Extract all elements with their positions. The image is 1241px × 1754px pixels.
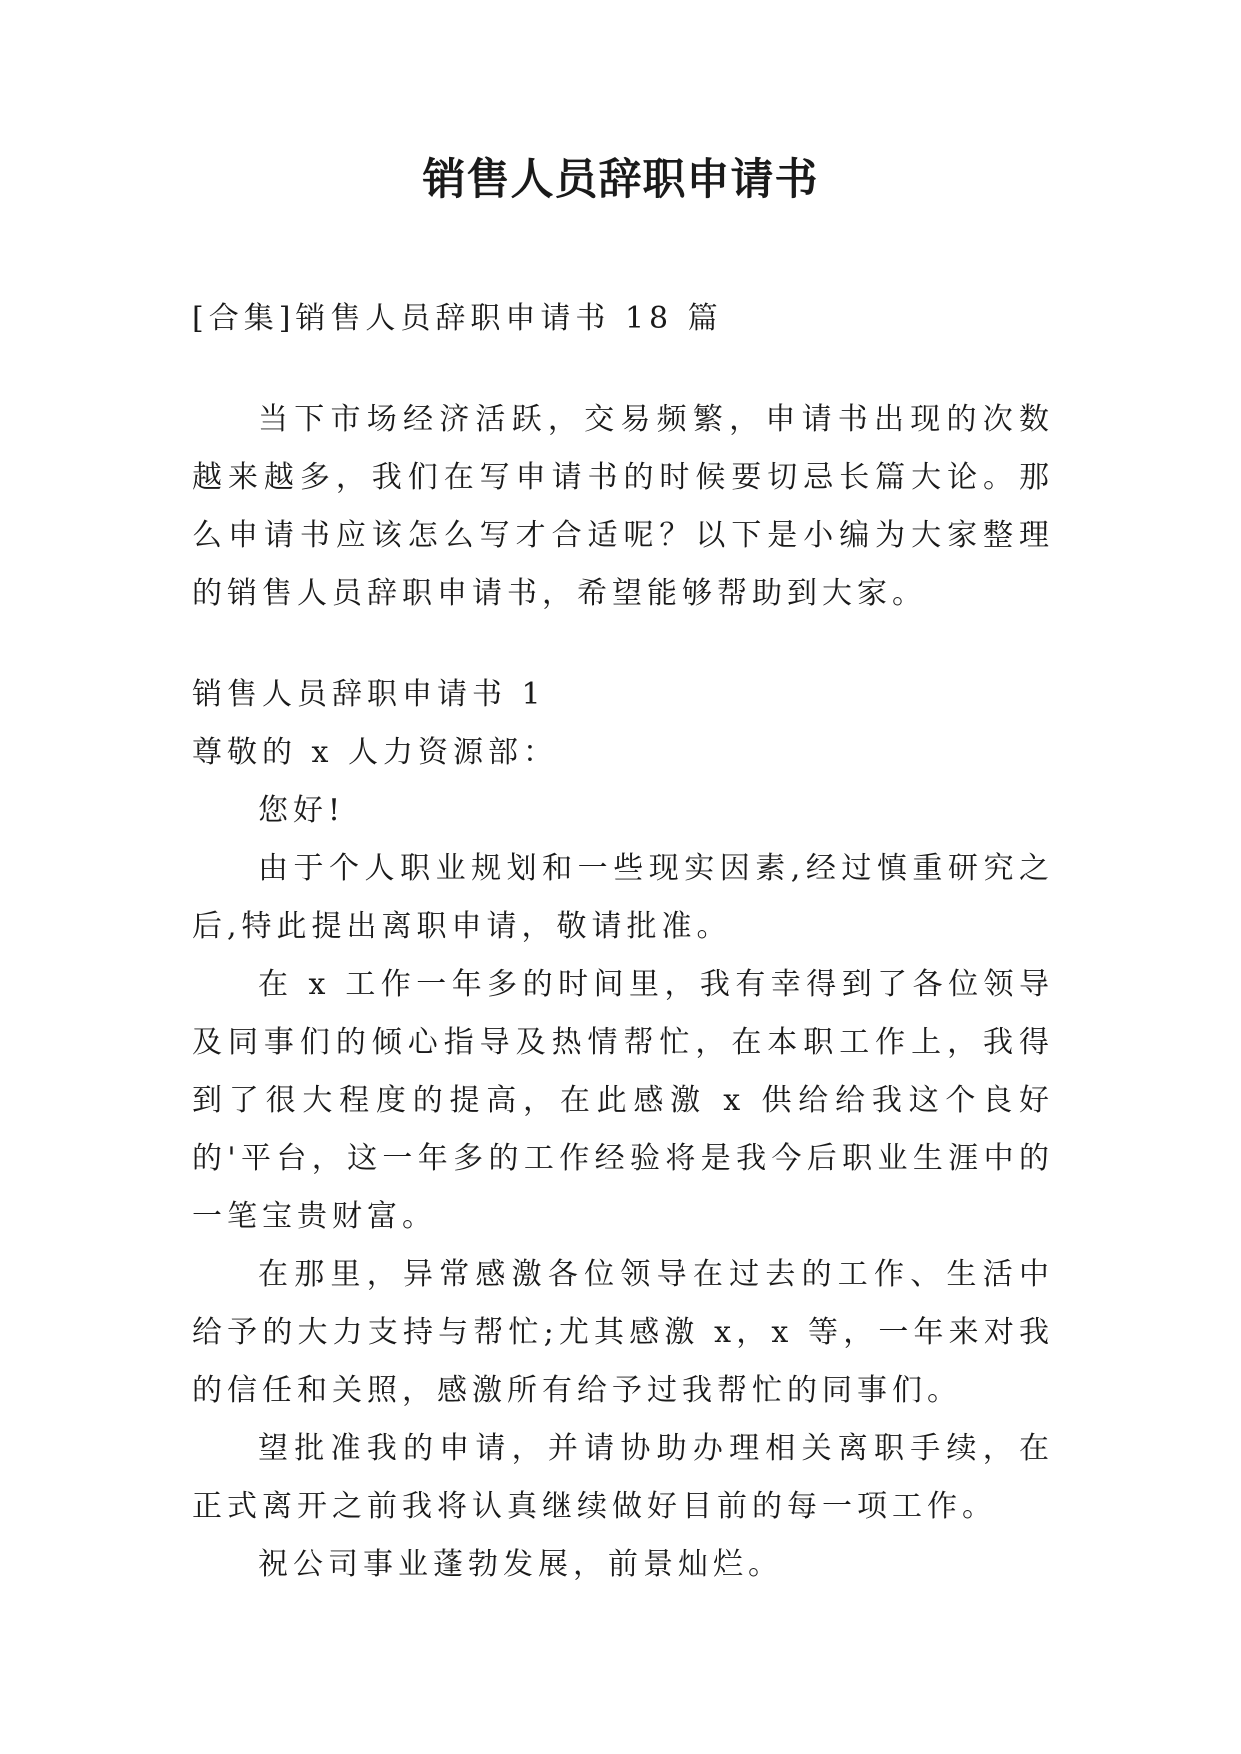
letter-paragraph: 由于个人职业规划和一些现实因素,经过慎重研究之后,特此提出离职申请，敬请批准。 (192, 851, 1054, 944)
intro-paragraph: 当下市场经济活跃，交易频繁，申请书出现的次数越来越多，我们在写申请书的时候要切忌长篇大论。那么申请书应该怎么写才合适呢？以下是小编为大家整理的销售人员辞职申请书，希望能够帮助到大家。 (192, 402, 1054, 611)
letter-heading: 销售人员辞职申请书 1 (192, 677, 546, 712)
letter-closing: 祝公司事业蓬勃发展，前景灿烂。 (258, 1547, 783, 1582)
document-body (192, 290, 1054, 1594)
letter-paragraph: 在 x 工作一年多的时间里，我有幸得到了各位领导及同事们的倾心指导及热情帮忙，在本职工作上，我得到了很大程度的提高，在此感激 x 供给给我这个良好的'平台，这一年多的工作经验将是我今后职业生涯中的一笔宝贵财富。 (192, 967, 1054, 1234)
letter-paragraph: 望批准我的申请，并请协助办理相关离职手续，在正式离开之前我将认真继续做好目前的每一项工作。 (192, 1431, 1054, 1524)
letter-paragraph: 在那里，异常感激各位领导在过去的工作、生活中给予的大力支持与帮忙;尤其感激 x，x 等，一年来对我的信任和关照，感激所有给予过我帮忙的同事们。 (192, 1257, 1054, 1408)
collection-subtitle: [合集]销售人员辞职申请书 18 篇 (192, 301, 723, 336)
letter-salutation: 尊敬的 x 人力资源部： (192, 735, 558, 770)
document-title: 销售人员辞职申请书 (422, 155, 819, 205)
letter-greeting: 您好! (258, 793, 346, 828)
